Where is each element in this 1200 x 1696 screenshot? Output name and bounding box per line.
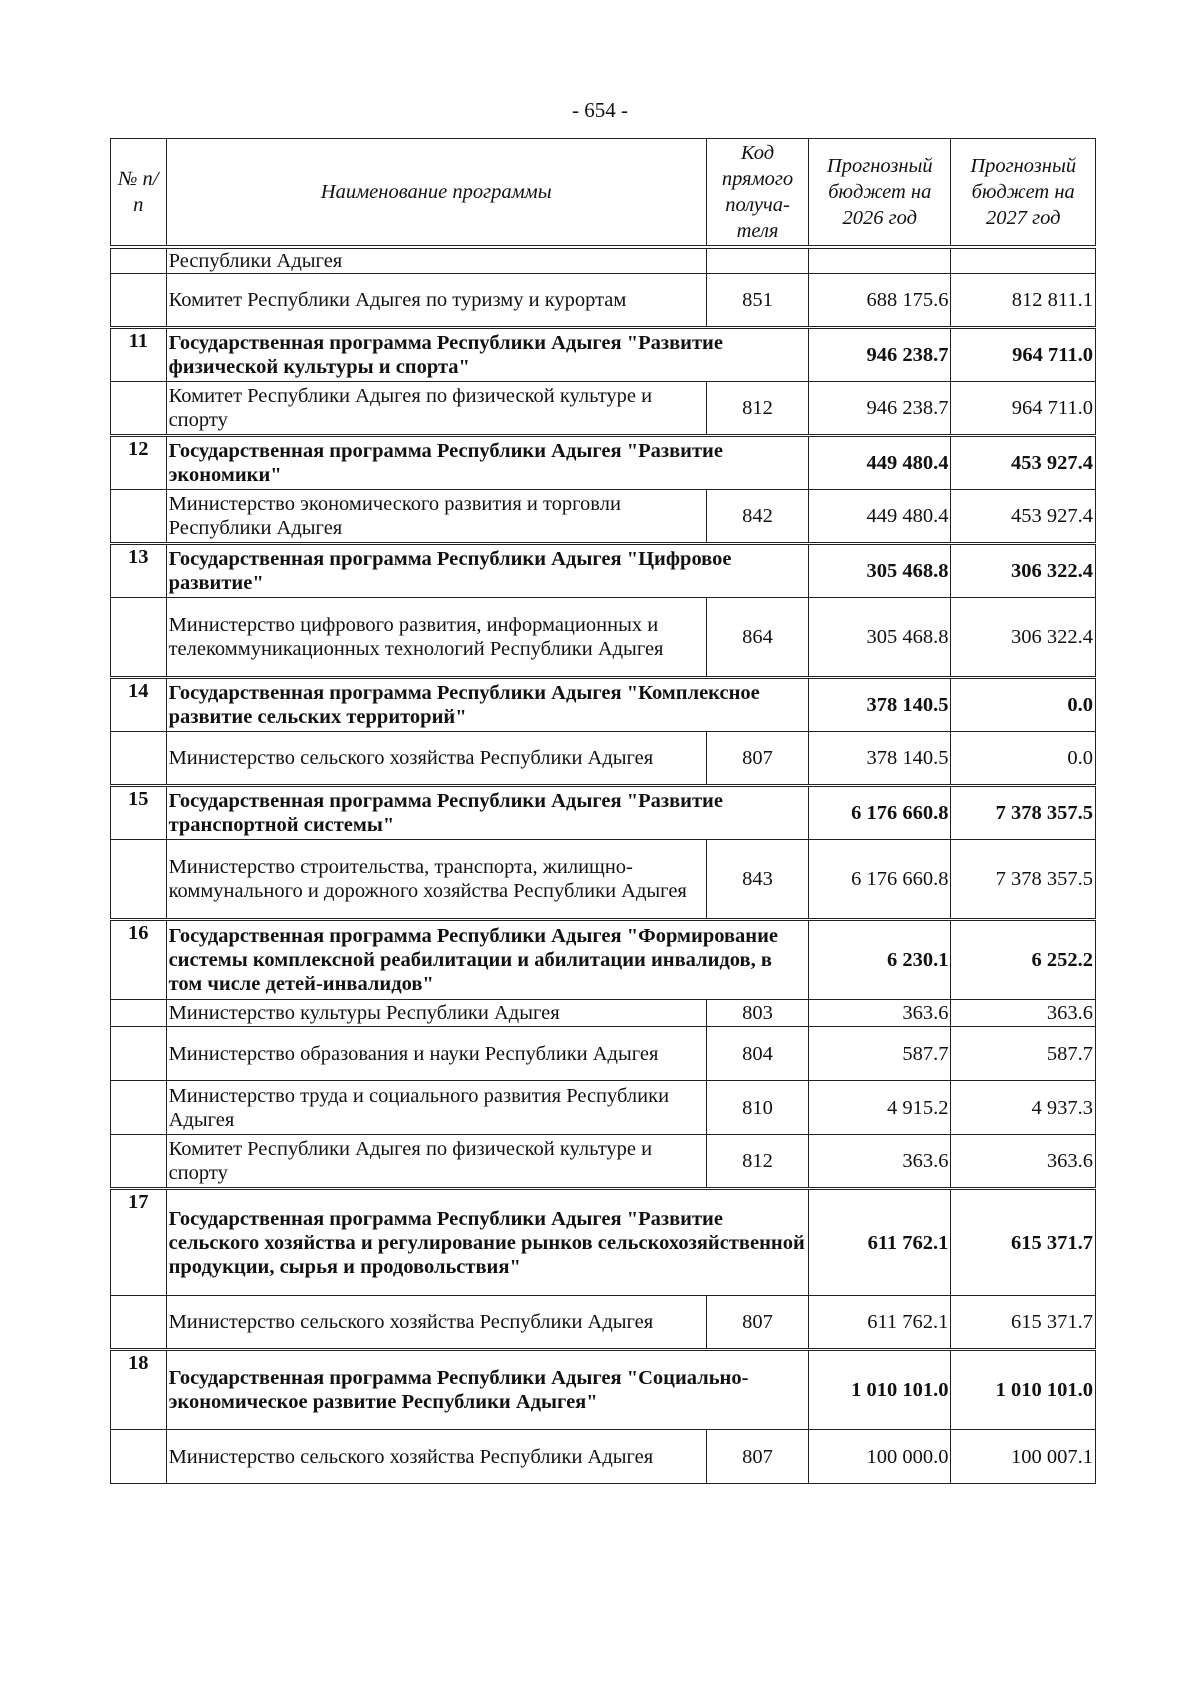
agency-budget-2026: 946 238.7 (809, 382, 951, 436)
agency-budget-2026 (809, 247, 951, 274)
recipient-code: 864 (706, 598, 808, 678)
recipient-code: 807 (706, 732, 808, 786)
recipient-code: 842 (706, 490, 808, 544)
row-number-empty (111, 1027, 167, 1081)
agency-row (111, 1027, 1096, 1081)
agency-budget-2026: 6 176 660.8 (809, 840, 951, 920)
agency-budget-2026: 100 000.0 (809, 1430, 951, 1484)
program-number: 11 (111, 328, 167, 382)
agency-name: Министерство сельского хозяйства Республики Адыгея (166, 1296, 706, 1350)
agency-budget-2026: 305 468.8 (809, 598, 951, 678)
agency-name: Министерство цифрового развития, информационных и телекоммуникационных технологий Республики Адыгея (166, 598, 706, 678)
agency-row (111, 732, 1096, 786)
program-row (111, 786, 1096, 840)
program-budget-2027: 453 927.4 (951, 436, 1096, 490)
agency-name: Министерство сельского хозяйства Республики Адыгея (166, 1430, 706, 1484)
agency-row (111, 490, 1096, 544)
program-name: Государственная программа Республики Адыгея "Развитие транспортной системы" (166, 786, 809, 840)
agency-budget-2027 (951, 247, 1096, 274)
program-number: 17 (111, 1189, 167, 1296)
agency-name: Министерство экономического развития и торговли Республики Адыгея (166, 490, 706, 544)
program-number: 15 (111, 786, 167, 840)
row-number-empty (111, 1000, 167, 1027)
program-budget-2027: 6 252.2 (951, 920, 1096, 1000)
page-number: - 654 - (572, 98, 628, 122)
program-row (111, 678, 1096, 732)
budget-table (110, 138, 1096, 1484)
recipient-code: 812 (706, 1135, 808, 1189)
program-budget-2026: 1 010 101.0 (809, 1350, 951, 1430)
agency-budget-2026: 378 140.5 (809, 732, 951, 786)
program-budget-2026: 6 230.1 (809, 920, 951, 1000)
agency-name: Комитет Республики Адыгея по туризму и курортам (166, 274, 706, 328)
agency-budget-2027: 587.7 (951, 1027, 1096, 1081)
program-budget-2026: 378 140.5 (809, 678, 951, 732)
agency-row (111, 247, 1096, 274)
agency-budget-2026: 4 915.2 (809, 1081, 951, 1135)
program-budget-2027: 964 711.0 (951, 328, 1096, 382)
agency-row (111, 382, 1096, 436)
table-header-row (111, 139, 1096, 247)
agency-row (111, 1296, 1096, 1350)
program-budget-2027: 306 322.4 (951, 544, 1096, 598)
agency-budget-2027: 812 811.1 (951, 274, 1096, 328)
header-budget-2026: Прогнозный бюджет на 2026 год (809, 139, 951, 247)
agency-budget-2026: 363.6 (809, 1000, 951, 1027)
program-row (111, 1189, 1096, 1296)
row-number-empty (111, 598, 167, 678)
row-number-empty (111, 382, 167, 436)
recipient-code: 807 (706, 1430, 808, 1484)
agency-name: Комитет Республики Адыгея по физической культуре и спорту (166, 382, 706, 436)
program-row (111, 920, 1096, 1000)
header-budget-2027: Прогнозный бюджет на 2027 год (951, 139, 1096, 247)
row-number-empty (111, 1296, 167, 1350)
header-name: Наименование программы (166, 139, 706, 247)
row-number-empty (111, 732, 167, 786)
row-number-empty (111, 490, 167, 544)
agency-budget-2027: 7 378 357.5 (951, 840, 1096, 920)
program-number: 13 (111, 544, 167, 598)
program-row (111, 328, 1096, 382)
recipient-code (706, 247, 808, 274)
program-budget-2027: 7 378 357.5 (951, 786, 1096, 840)
program-budget-2026: 305 468.8 (809, 544, 951, 598)
program-row (111, 436, 1096, 490)
agency-budget-2027: 363.6 (951, 1135, 1096, 1189)
agency-budget-2027: 0.0 (951, 732, 1096, 786)
program-budget-2026: 946 238.7 (809, 328, 951, 382)
agency-budget-2026: 611 762.1 (809, 1296, 951, 1350)
row-number-empty (111, 274, 167, 328)
program-budget-2027: 0.0 (951, 678, 1096, 732)
agency-row (111, 1135, 1096, 1189)
agency-budget-2027: 4 937.3 (951, 1081, 1096, 1135)
agency-row (111, 274, 1096, 328)
agency-name: Комитет Республики Адыгея по физической культуре и спорту (166, 1135, 706, 1189)
agency-budget-2026: 688 175.6 (809, 274, 951, 328)
program-name: Государственная программа Республики Адыгея "Развитие экономики" (166, 436, 809, 490)
agency-row (111, 1000, 1096, 1027)
agency-row (111, 1081, 1096, 1135)
agency-name: Министерство сельского хозяйства Республики Адыгея (166, 732, 706, 786)
agency-budget-2027: 453 927.4 (951, 490, 1096, 544)
row-number-empty (111, 247, 167, 274)
row-number-empty (111, 1135, 167, 1189)
program-budget-2026: 6 176 660.8 (809, 786, 951, 840)
agency-row (111, 598, 1096, 678)
program-name: Государственная программа Республики Адыгея "Социально-экономическое развитие Республики Адыгея" (166, 1350, 809, 1430)
agency-budget-2026: 363.6 (809, 1135, 951, 1189)
agency-budget-2026: 587.7 (809, 1027, 951, 1081)
recipient-code: 803 (706, 1000, 808, 1027)
program-number: 12 (111, 436, 167, 490)
program-name: Государственная программа Республики Адыгея "Развитие сельского хозяйства и регулирование рынков сельскохозяйственной продукции, сырья и продовольствия" (166, 1189, 809, 1296)
program-number: 18 (111, 1350, 167, 1430)
program-row (111, 544, 1096, 598)
program-budget-2027: 1 010 101.0 (951, 1350, 1096, 1430)
program-number: 14 (111, 678, 167, 732)
program-number: 16 (111, 920, 167, 1000)
agency-budget-2027: 363.6 (951, 1000, 1096, 1027)
agency-budget-2027: 306 322.4 (951, 598, 1096, 678)
agency-name: Министерство культуры Республики Адыгея (166, 1000, 706, 1027)
header-code: Код прямого получа-теля (706, 139, 808, 247)
program-budget-2027: 615 371.7 (951, 1189, 1096, 1296)
agency-budget-2027: 615 371.7 (951, 1296, 1096, 1350)
recipient-code: 807 (706, 1296, 808, 1350)
recipient-code: 810 (706, 1081, 808, 1135)
agency-budget-2026: 449 480.4 (809, 490, 951, 544)
recipient-code: 804 (706, 1027, 808, 1081)
agency-name: Министерство труда и социального развития Республики Адыгея (166, 1081, 706, 1135)
row-number-empty (111, 840, 167, 920)
program-name: Государственная программа Республики Адыгея "Цифровое развитие" (166, 544, 809, 598)
agency-row (111, 840, 1096, 920)
agency-name: Министерство образования и науки Республики Адыгея (166, 1027, 706, 1081)
header-num: № п/п (111, 139, 167, 247)
program-row (111, 1350, 1096, 1430)
recipient-code: 843 (706, 840, 808, 920)
table-body (111, 247, 1096, 1484)
recipient-code: 812 (706, 382, 808, 436)
agency-budget-2027: 100 007.1 (951, 1430, 1096, 1484)
program-name: Государственная программа Республики Адыгея "Комплексное развитие сельских территорий" (166, 678, 809, 732)
agency-name: Республики Адыгея (166, 247, 706, 274)
recipient-code: 851 (706, 274, 808, 328)
row-number-empty (111, 1430, 167, 1484)
program-name: Государственная программа Республики Адыгея "Формирование системы комплексной реабилитации и абилитации инвалидов, в том числе детей-инвалидов" (166, 920, 809, 1000)
program-budget-2026: 449 480.4 (809, 436, 951, 490)
agency-budget-2027: 964 711.0 (951, 382, 1096, 436)
program-name: Государственная программа Республики Адыгея "Развитие физической культуры и спорта" (166, 328, 809, 382)
row-number-empty (111, 1081, 167, 1135)
agency-name: Министерство строительства, транспорта, жилищно-коммунального и дорожного хозяйства Республики Адыгея (166, 840, 706, 920)
program-budget-2026: 611 762.1 (809, 1189, 951, 1296)
agency-row (111, 1430, 1096, 1484)
